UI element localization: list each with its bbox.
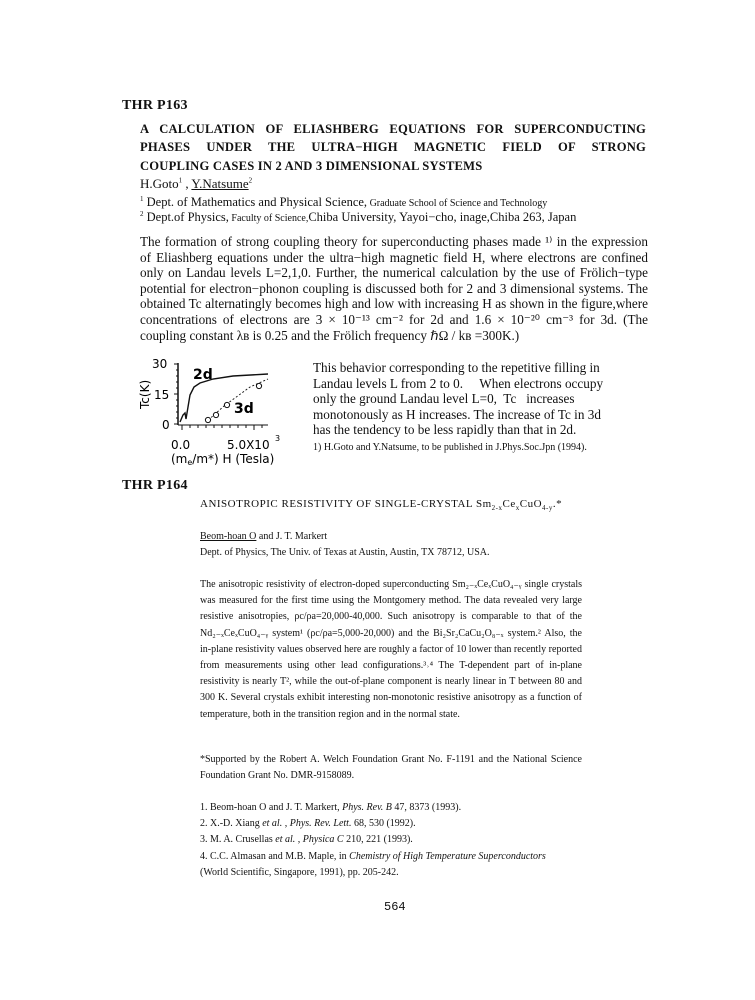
title-sub: 2-x [491,504,503,513]
funding-note: *Supported by the Robert A. Welch Foundation Grant No. F-1191 and the National Science Foundation Grant No. DMR-9158089. [200,754,582,782]
presenting-author-name: Y.Natsume [191,176,249,191]
abstract-code-p164: THR P164 [122,478,188,493]
abstract1-paragraph [140,234,648,343]
page-number: 564 [384,900,406,914]
title-sub: x [515,504,520,513]
title-line: A CALCULATION OF ELIASHBERG EQUATIONS FOR SUPERCONDUCTING [140,122,646,136]
affiliation-small: Faculty of Science, [228,213,309,225]
x-tick-5000: 5.0X10 [227,438,270,452]
author-sup: 2 [248,176,253,185]
side-line: Landau levels L from 2 to 0. When electrons occupy [313,375,604,391]
tc-vs-field-figure [138,357,298,477]
side-line: monotonously as H increases. The increase of Tc in 3d [313,406,601,422]
affiliation-main: Dept. of Mathematics and Physical Science, [146,195,368,210]
abstract2-paragraph [200,577,582,723]
presenting-author-name: Beom-hoan O [200,531,257,542]
label-3d: 3d [234,401,254,417]
title-line: COUPLING CASES IN 2 AND 3 DIMENSIONAL SYSTEMS [140,158,483,173]
tc-chart-svg [138,357,298,477]
author-name: H.Goto [140,176,179,191]
abstract2-title [200,498,563,513]
author-names: and J. T. Markert [256,531,328,542]
reference-item: 4. C.C. Almasan and M.B. Maple, in Chemistry of High Temperature Superconductors [200,850,546,862]
y-tick-15: 15 [154,388,170,402]
paragraph-text: The formation of strong coupling theory for superconducting phases made ¹⁾ in the expression of Eliashberg equations under the ultra−high magnetic field H, where electrons are confined only on Landau levels L=2,1,0. Further, the numerical calculation by the use of Frölich−type potential for electron−phonon coupling is discussed both for 2 and 3 dimensional systems. The obtained Tc alternatingly becomes high and low with increasing H as shown in the figure,where concentrations of electrons are 3 × 10⁻¹³ cm⁻² for 2d and 1.6 × 10⁻²⁰ cm⁻³ for 3d. (The coupling constant λʙ is 0.25 and the Frölich frequency ℏΩ / kʙ =300K.) [140,234,648,343]
reference-item: (World Scientific, Singapore, 1991), pp. 205-242. [200,866,399,878]
y-axis-label: Tc(K) [138,379,152,409]
title-sub: 4-y [542,504,553,513]
affiliation-small: Graduate School of Science and Technology [367,198,548,210]
reference-1: 1) H.Goto and Y.Natsume, to be published in J.Phys.Soc.Jpn (1994). [313,441,587,453]
affiliation-sup: 1 [140,195,144,203]
x-tick-exponent: 3 [275,434,281,443]
affiliation-tail: Chiba University, Yayoi−cho, inage,Chiba 263, Japan [308,210,577,225]
title-text: ANISOTROPIC RESISTIVITY OF SINGLE-CRYSTAL Sm [200,498,492,510]
title-line: PHASES UNDER THE ULTRA−HIGH MAGNETIC FIELD OF STRONG [140,140,646,155]
abstract1-side-text [313,360,648,456]
affiliation-sup: 2 [140,210,144,218]
abstract2-affiliation: Dept. of Physics, The Univ. of Texas at Austin, Austin, TX 78712, USA. [200,547,490,558]
abstract2-authors [200,531,327,542]
affiliation-2 [140,206,576,227]
affiliation-main: Dept.of Physics, [146,210,229,225]
x-axis-label: (me/m*) H (Tesla) [171,452,275,467]
title-text: CuO [519,498,543,510]
title-text: Ce [502,498,516,510]
author-sup: 1 [178,176,183,185]
paragraph-text: The anisotropic resistivity of electron-doped superconducting Sm₂₋ₓCeₓCuO₄₋ᵧ single crystals was measured for the first time using the Montgomery method. The data revealed very large resistive anisotropies, ρc/ρa=20,000-40,000. Such anisotropy is comparable to that of the Nd₂₋ₓCeₓCuO₄₋ᵧ system¹ (ρc/ρa=5,000-20,000) and the Bi₂Sr₂CaCu₂O₈₋ₓ system.² Also, the in-plane resistivity values observed here are roughly a factor of 10 lower than recently reported from measurements using other lead configurations.³˒⁴ The T-dependent part of in-plane resistivity is nearly T², while the out-of-plane component is nearly linear in T between 80 and 300 K. Several crystals exhibit interesting non-monotonic resistive anisotropy as a function of temperature, both in the transition region and in the normal state. [200,579,582,720]
side-line: This behavior corresponding to the repetitive filling in [313,360,600,375]
reference-item: 3. M. A. Crusellas et al. , Physica C 210, 221 (1993). [200,834,413,846]
label-2d: 2d [193,367,213,383]
abstract-code-p163: THR P163 [122,98,188,113]
side-line: only the ground Landau level L=0, Tc increases [313,391,575,407]
title-text: .* [552,498,563,510]
reference-item: 2. X.-D. Xiang et al. , Phys. Rev. Lett. 68, 530 (1992). [200,818,416,830]
abstract2-references [200,800,600,881]
x-tick-0: 0.0 [171,438,191,452]
y-tick-30: 30 [152,357,168,371]
side-line: has the tendency to be less rapidly than that in 2d. [313,422,577,438]
y-tick-0: 0 [162,418,170,432]
abstract1-title [140,120,646,175]
reference-item: 1. Beom-hoan O and J. T. Markert, Phys. Rev. B 47, 8373 (1993). [200,802,462,813]
abstract1-authors: H.Goto$^1$ , Y.Natsume$^2$ [140,176,253,191]
